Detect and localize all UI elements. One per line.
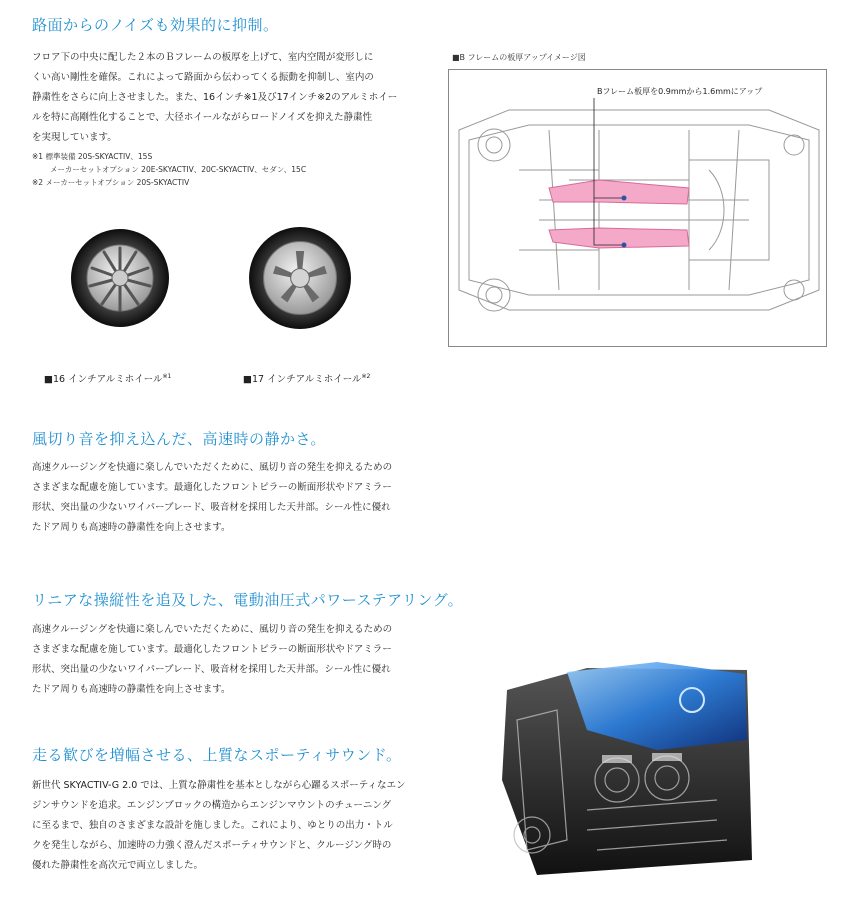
wind-noise-paragraph	[32, 458, 392, 538]
road-noise-paragraph	[32, 48, 397, 148]
steering-paragraph	[32, 620, 392, 700]
paragraph-line: 形状、突出量の少ないワイパーブレード、吸音材を採用した天井部。シール性に優れ	[32, 502, 391, 513]
paragraph-line: 静粛性をさらに向上させました。また、16インチ※1及び17インチ※2のアルミホイー	[32, 92, 398, 103]
caption-text: ■17 インチアルミホイール	[243, 374, 362, 385]
paragraph-line: 新世代 SKYACTIV-G 2.0 では、上質な静粛性を基本としながら心躍るスポーティなエン	[32, 780, 406, 791]
section-heading-road-noise: 路面からのノイズも効果的に抑制。	[32, 16, 279, 34]
section-heading-sound: 走る歓びを増幅させる、上質なスポーティサウンド。	[32, 746, 402, 764]
diagram-title: ■B フレームの板厚アップイメージ図	[452, 53, 586, 62]
wheel-16-caption	[44, 371, 171, 385]
paragraph-line: たドア周りも高速時の静粛性を向上させます。	[32, 684, 231, 695]
diagram-callout: Bフレーム板厚を0.9mmから1.6mmにアップ	[597, 87, 763, 96]
paragraph-line: 優れた静粛性を高次元で両立しました。	[32, 860, 204, 871]
paragraph-line: さまざまな配慮を施しています。最適化したフロントピラーの断面形状やドアミラー	[32, 644, 392, 655]
engine-image	[497, 660, 757, 880]
footnotes	[32, 150, 306, 189]
paragraph-line: を実現しています。	[32, 132, 117, 143]
underbody-illustration	[449, 70, 826, 346]
footnote-1-cont: メーカーセットオプション 20E-SKYACTIV、20C-SKYACTIV、セダン、15C	[50, 165, 307, 174]
wheel-17-image	[248, 226, 352, 330]
footnote-2: ※2 メーカーセットオプション 20S-SKYACTIV	[32, 178, 190, 187]
paragraph-line: 高速クルージングを快適に楽しんでいただくために、風切り音の発生を抑えるための	[32, 624, 393, 635]
paragraph-line: くい高い剛性を確保。これによって路面から伝わってくる振動を抑制し、室内の	[32, 72, 374, 83]
paragraph-line: ジンサウンドを追求。エンジンブロックの構造からエンジンマウントのチューニング	[32, 800, 392, 811]
paragraph-line: に至るまで、独自のさまざまな設計を施しました。これにより、ゆとりの出力・トル	[32, 820, 393, 831]
footnote-1: ※1 標準装備 20S-SKYACTIV、15S	[32, 152, 153, 161]
section-heading-wind-noise: 風切り音を抑え込んだ、高速時の静かさ。	[32, 430, 326, 448]
paragraph-line: ルを特に高剛性化することで、大径ホイールながらロードノイズを抑えた静粛性	[32, 112, 373, 123]
b-frame-diagram	[448, 69, 827, 347]
caption-text: ■16 インチアルミホイール	[44, 374, 163, 385]
paragraph-line: さまざまな配慮を施しています。最適化したフロントピラーの断面形状やドアミラー	[32, 482, 392, 493]
wheel-16-image	[70, 228, 170, 328]
paragraph-line: 高速クルージングを快適に楽しんでいただくために、風切り音の発生を抑えるための	[32, 462, 393, 473]
caption-note: ※2	[361, 373, 371, 380]
sound-paragraph	[32, 776, 406, 876]
caption-note: ※1	[162, 373, 172, 380]
section-heading-steering: リニアな操縦性を追及した、電動油圧式パワーステアリング。	[32, 591, 464, 609]
wheel-17-caption	[243, 371, 370, 385]
paragraph-line: たドア周りも高速時の静粛性を向上させます。	[32, 522, 231, 533]
paragraph-line: フロア下の中央に配した２本のＢフレームの板厚を上げて、室内空間が変形しに	[32, 52, 374, 63]
paragraph-line: 形状、突出量の少ないワイパーブレード、吸音材を採用した天井部。シール性に優れ	[32, 664, 391, 675]
paragraph-line: クを発生しながら、加速時の力強く澄んだスポーティサウンドと、クルージング時の	[32, 840, 392, 851]
